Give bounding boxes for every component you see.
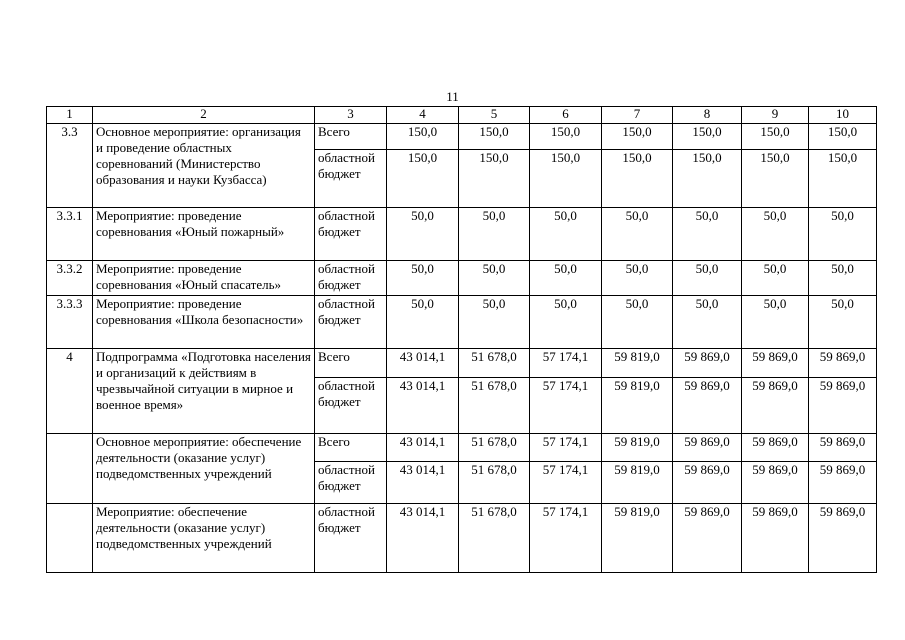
budget-value: 59 869,0 xyxy=(809,504,877,573)
budget-value: 50,0 xyxy=(809,296,877,349)
budget-value: 51 678,0 xyxy=(459,349,530,378)
table-row xyxy=(47,434,877,462)
activity-name: Мероприятие: проведение соревнования «Юный спасатель» xyxy=(93,261,315,296)
funding-source: Всего xyxy=(315,124,387,150)
row-number: 3.3.2 xyxy=(47,261,93,296)
budget-value: 150,0 xyxy=(459,150,530,208)
budget-value: 150,0 xyxy=(459,124,530,150)
budget-value: 51 678,0 xyxy=(459,434,530,462)
budget-value: 59 869,0 xyxy=(809,378,877,434)
table-row xyxy=(47,124,877,150)
header-cell: 2 xyxy=(93,107,315,124)
table-header-row xyxy=(47,107,877,124)
funding-source: областной бюджет xyxy=(315,261,387,296)
header-cell: 1 xyxy=(47,107,93,124)
budget-table xyxy=(46,106,877,573)
budget-value: 150,0 xyxy=(673,150,742,208)
row-number: 3.3 xyxy=(47,124,93,208)
header-cell: 7 xyxy=(602,107,673,124)
budget-value: 50,0 xyxy=(530,296,602,349)
budget-value: 59 819,0 xyxy=(602,349,673,378)
budget-value: 51 678,0 xyxy=(459,504,530,573)
funding-source: областной бюджет xyxy=(315,462,387,504)
header-cell: 5 xyxy=(459,107,530,124)
budget-value: 59 819,0 xyxy=(602,462,673,504)
budget-value: 50,0 xyxy=(459,296,530,349)
budget-value: 150,0 xyxy=(387,150,459,208)
table-row xyxy=(47,504,877,573)
budget-value: 59 869,0 xyxy=(673,349,742,378)
budget-value: 50,0 xyxy=(387,261,459,296)
budget-value: 50,0 xyxy=(809,208,877,261)
budget-value: 43 014,1 xyxy=(387,462,459,504)
budget-value: 59 869,0 xyxy=(742,349,809,378)
budget-value: 43 014,1 xyxy=(387,349,459,378)
budget-value: 51 678,0 xyxy=(459,462,530,504)
budget-value: 57 174,1 xyxy=(530,462,602,504)
budget-value: 43 014,1 xyxy=(387,378,459,434)
budget-value: 50,0 xyxy=(809,261,877,296)
budget-value: 150,0 xyxy=(602,150,673,208)
row-number: 4 xyxy=(47,349,93,434)
budget-value: 59 869,0 xyxy=(673,462,742,504)
activity-name: Мероприятие: проведение соревнования «Юный пожарный» xyxy=(93,208,315,261)
budget-value: 50,0 xyxy=(459,208,530,261)
budget-value: 59 819,0 xyxy=(602,378,673,434)
budget-value: 150,0 xyxy=(809,124,877,150)
budget-value: 50,0 xyxy=(602,296,673,349)
budget-value: 150,0 xyxy=(530,150,602,208)
budget-value: 150,0 xyxy=(387,124,459,150)
budget-value: 59 869,0 xyxy=(809,349,877,378)
budget-value: 59 819,0 xyxy=(602,434,673,462)
budget-value: 150,0 xyxy=(530,124,602,150)
budget-value: 59 869,0 xyxy=(809,462,877,504)
budget-value: 50,0 xyxy=(459,261,530,296)
budget-value: 59 869,0 xyxy=(742,378,809,434)
budget-value: 43 014,1 xyxy=(387,434,459,462)
budget-value: 50,0 xyxy=(387,296,459,349)
header-cell: 6 xyxy=(530,107,602,124)
budget-value: 50,0 xyxy=(742,208,809,261)
budget-value: 150,0 xyxy=(602,124,673,150)
activity-name: Основное мероприятие: обеспечение деятельности (оказание услуг) подведомственных учреждений xyxy=(93,434,315,504)
activity-name: Мероприятие: обеспечение деятельности (оказание услуг) подведомственных учреждений xyxy=(93,504,315,573)
activity-name: Мероприятие: проведение соревнования «Школа безопасности» xyxy=(93,296,315,349)
budget-value: 50,0 xyxy=(742,261,809,296)
budget-value: 50,0 xyxy=(530,208,602,261)
table-body xyxy=(47,107,877,573)
budget-value: 150,0 xyxy=(809,150,877,208)
budget-value: 59 869,0 xyxy=(742,434,809,462)
budget-value: 50,0 xyxy=(602,208,673,261)
budget-value: 150,0 xyxy=(673,124,742,150)
budget-value: 51 678,0 xyxy=(459,378,530,434)
budget-value: 50,0 xyxy=(530,261,602,296)
budget-value: 57 174,1 xyxy=(530,434,602,462)
budget-value: 57 174,1 xyxy=(530,378,602,434)
budget-value: 59 869,0 xyxy=(742,462,809,504)
header-cell: 4 xyxy=(387,107,459,124)
funding-source: областной бюджет xyxy=(315,208,387,261)
budget-value: 150,0 xyxy=(742,150,809,208)
budget-value: 59 869,0 xyxy=(673,504,742,573)
funding-source: областной бюджет xyxy=(315,504,387,573)
budget-value: 43 014,1 xyxy=(387,504,459,573)
funding-source: Всего xyxy=(315,434,387,462)
budget-value: 50,0 xyxy=(673,208,742,261)
header-cell: 10 xyxy=(809,107,877,124)
budget-value: 50,0 xyxy=(602,261,673,296)
header-cell: 3 xyxy=(315,107,387,124)
table-row xyxy=(47,208,877,261)
table-row xyxy=(47,349,877,378)
budget-value: 50,0 xyxy=(673,261,742,296)
budget-value: 57 174,1 xyxy=(530,349,602,378)
budget-value: 59 819,0 xyxy=(602,504,673,573)
row-number: 3.3.3 xyxy=(47,296,93,349)
row-number: 3.3.1 xyxy=(47,208,93,261)
row-number xyxy=(47,434,93,504)
header-cell: 8 xyxy=(673,107,742,124)
budget-value: 59 869,0 xyxy=(809,434,877,462)
budget-value: 50,0 xyxy=(387,208,459,261)
table-row xyxy=(47,296,877,349)
budget-value: 150,0 xyxy=(742,124,809,150)
funding-source: областной бюджет xyxy=(315,378,387,434)
budget-value: 50,0 xyxy=(742,296,809,349)
page-number: 11 xyxy=(446,89,459,104)
budget-value: 57 174,1 xyxy=(530,504,602,573)
budget-value: 59 869,0 xyxy=(673,434,742,462)
activity-name: Основное мероприятие: организация и проведение областных соревнований (Министерство образования и науки Кузбасса) xyxy=(93,124,315,208)
funding-source: областной бюджет xyxy=(315,150,387,208)
funding-source: Всего xyxy=(315,349,387,378)
budget-value: 59 869,0 xyxy=(673,378,742,434)
budget-value: 59 869,0 xyxy=(742,504,809,573)
budget-value: 50,0 xyxy=(673,296,742,349)
header-cell: 9 xyxy=(742,107,809,124)
activity-name: Подпрограмма «Подготовка населения и организаций к действиям в чрезвычайной ситуации в мирное и военное время» xyxy=(93,349,315,434)
funding-source: областной бюджет xyxy=(315,296,387,349)
table-row xyxy=(47,261,877,296)
row-number xyxy=(47,504,93,573)
